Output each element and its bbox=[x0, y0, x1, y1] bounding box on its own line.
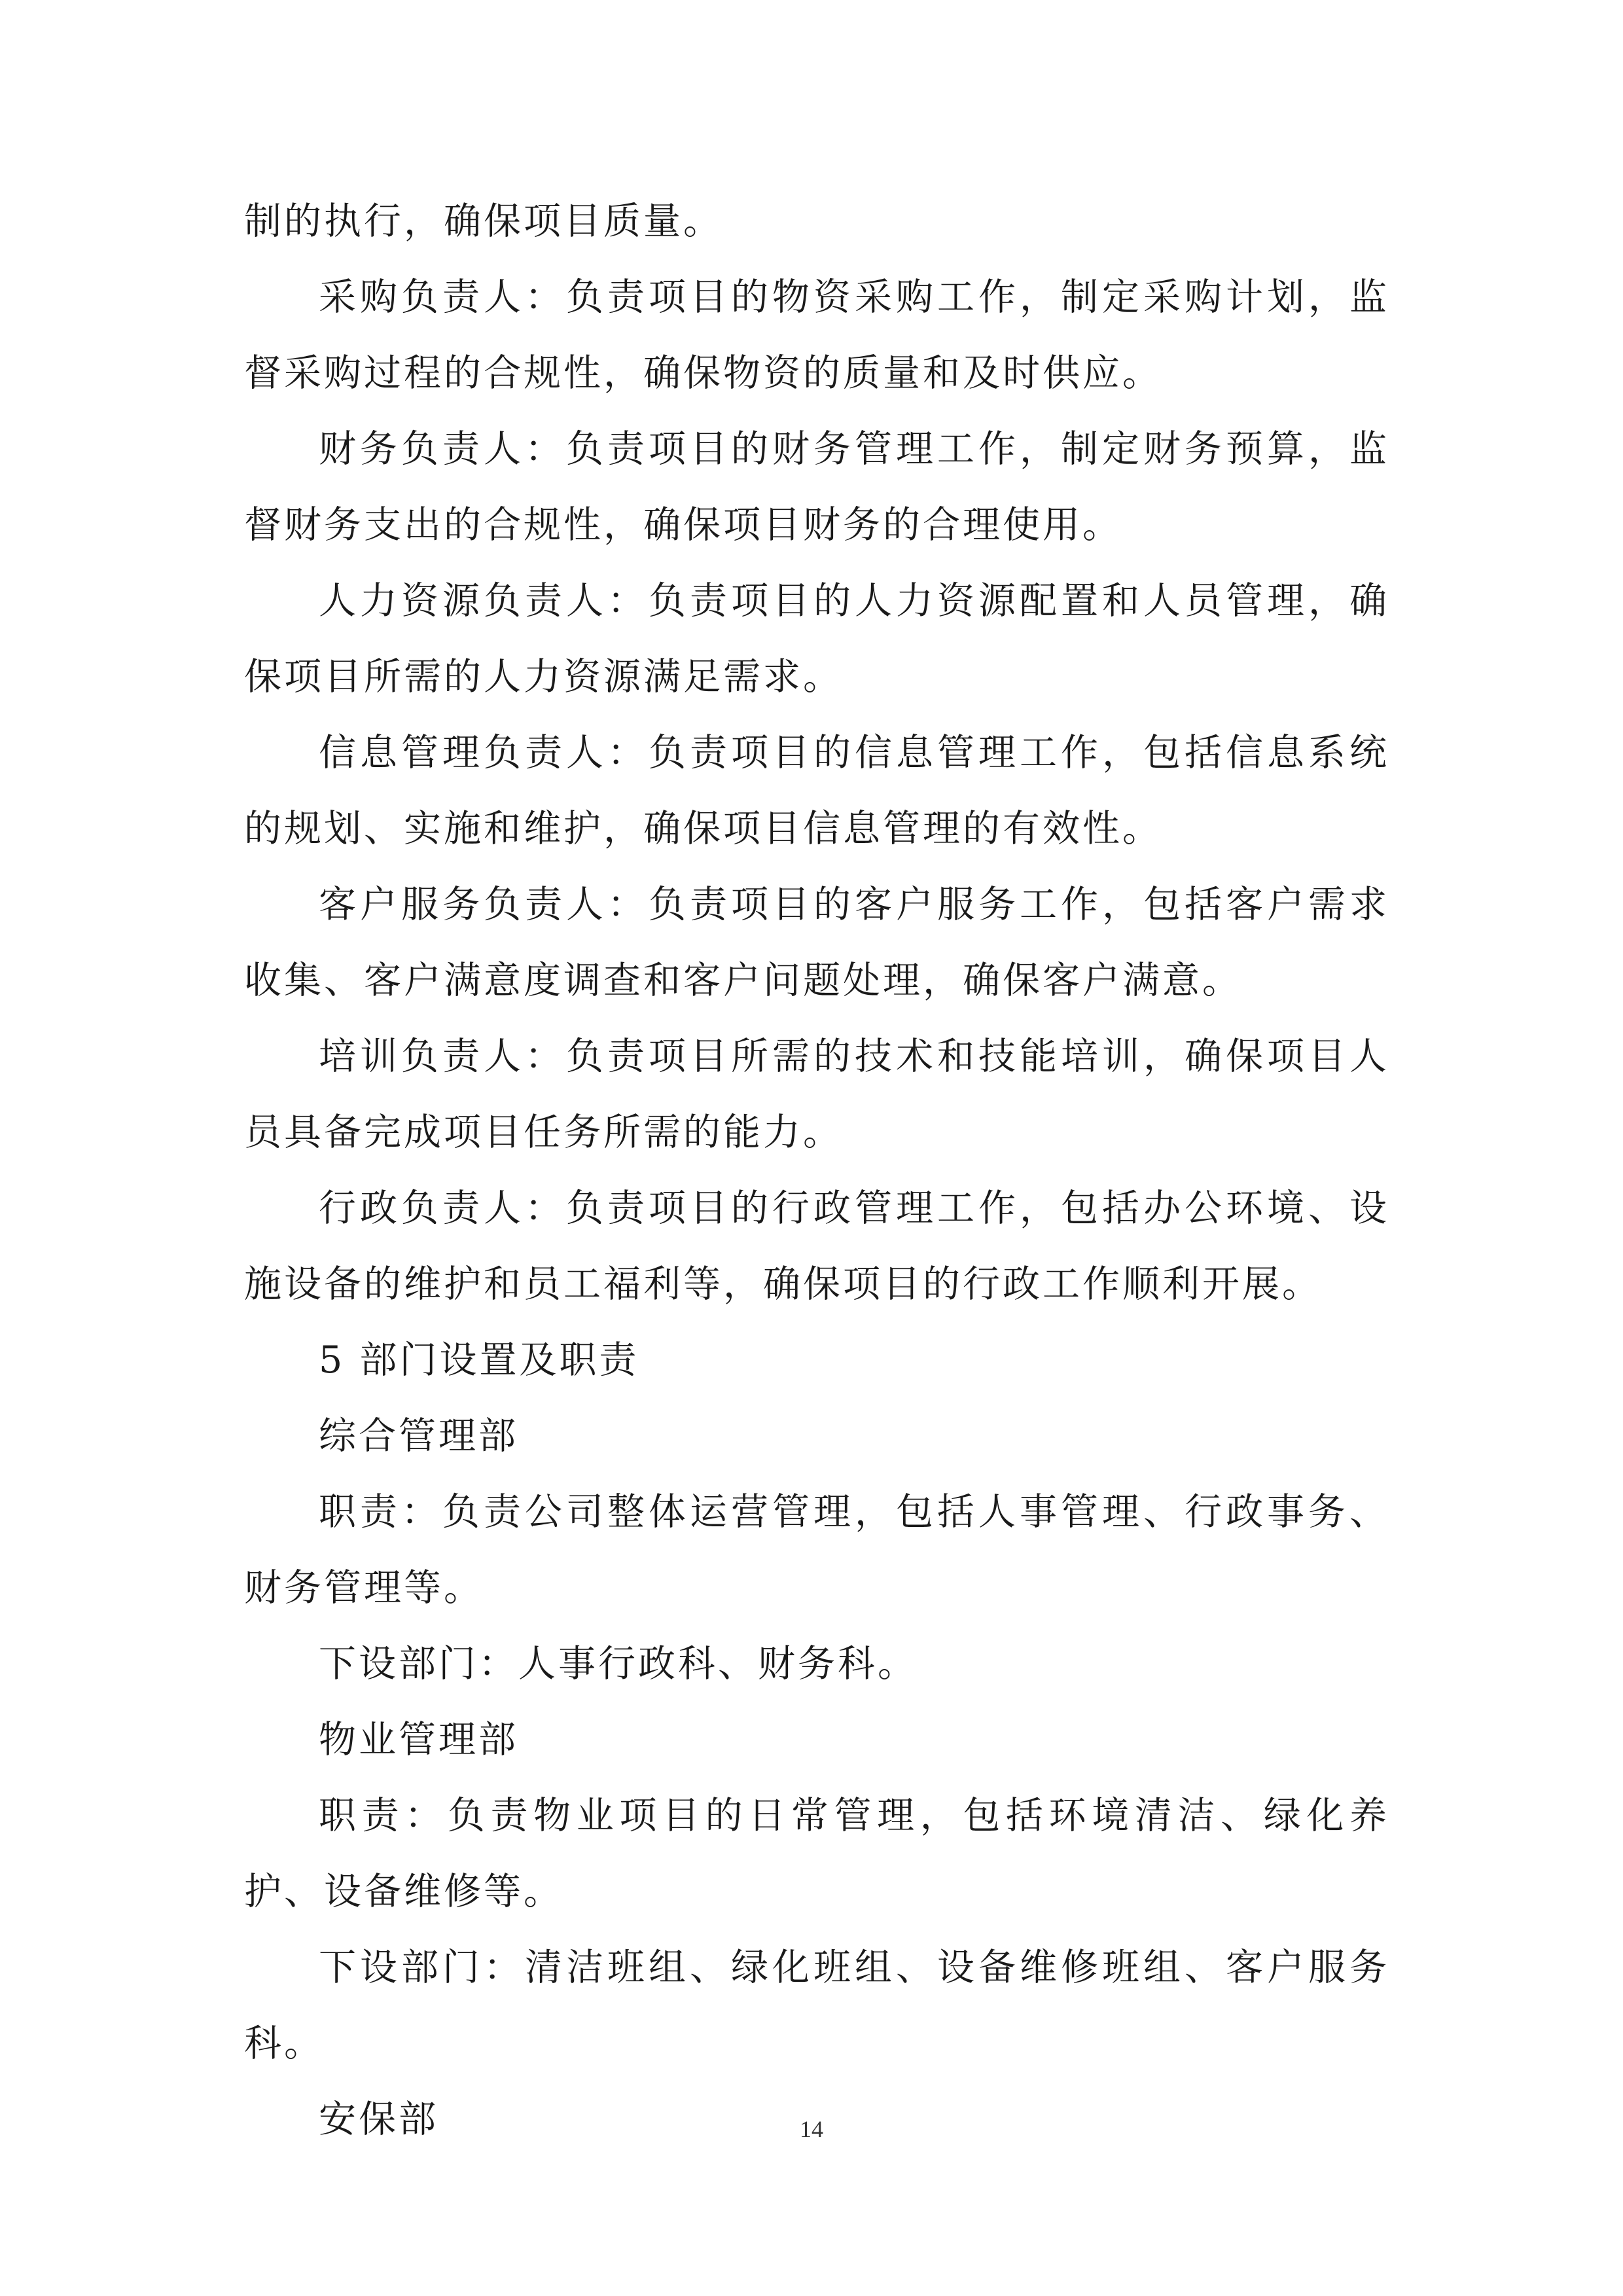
paragraph-admin-lead: 行政负责人：负责项目的行政管理工作，包括办公环境、设施设备的维护和员工福利等，确保项目的行政工作顺利开展。 bbox=[244, 1187, 1389, 1306]
paragraph-info-management-lead: 信息管理负责人：负责项目的信息管理工作，包括信息系统的规划、实施和维护，确保项目信息管理的有效性。 bbox=[244, 731, 1389, 850]
paragraph-finance-lead: 财务负责人：负责项目的财务管理工作，制定财务预算，监督财务支出的合规性，确保项目财务的合理使用。 bbox=[244, 427, 1389, 547]
section-heading-departments: 5 部门设置及职责 bbox=[319, 1338, 639, 1382]
paragraph-property-management-subunits: 下设部门：清洁班组、绿化班组、设备维修班组、客户服务科。 bbox=[244, 1946, 1389, 2065]
paragraph-hr-lead: 人力资源负责人：负责项目的人力资源配置和人员管理，确保项目所需的人力资源满足需求。 bbox=[244, 579, 1389, 698]
department-title-security: 安保部 bbox=[319, 2098, 438, 2141]
paragraph-property-management-duties: 职责：负责物业项目的日常管理，包括环境清洁、绿化养护、设备维修等。 bbox=[244, 1794, 1389, 1913]
paragraph-customer-service-lead: 客户服务负责人：负责项目的客户服务工作，包括客户需求收集、客户满意度调查和客户问题处理，确保客户满意。 bbox=[244, 883, 1389, 1002]
department-title-general-management: 综合管理部 bbox=[319, 1414, 518, 1458]
paragraph-procurement-lead: 采购负责人：负责项目的物资采购工作，制定采购计划，监督采购过程的合规性，确保物资的质量和及时供应。 bbox=[244, 276, 1389, 395]
document-body bbox=[244, 183, 1389, 2157]
paragraph-quality-continuation: 制的执行，确保项目质量。 bbox=[244, 200, 723, 243]
paragraph-general-management-subunits: 下设部门：人事行政科、财务科。 bbox=[319, 1642, 918, 1685]
paragraph-training-lead: 培训负责人：负责项目所需的技术和技能培训，确保项目人员具备完成项目任务所需的能力。 bbox=[244, 1035, 1389, 1154]
page-number: 14 bbox=[800, 2116, 823, 2142]
paragraph-general-management-duties: 职责：负责公司整体运营管理，包括人事管理、行政事务、财务管理等。 bbox=[244, 1490, 1389, 1609]
department-title-property-management: 物业管理部 bbox=[319, 1718, 518, 1761]
